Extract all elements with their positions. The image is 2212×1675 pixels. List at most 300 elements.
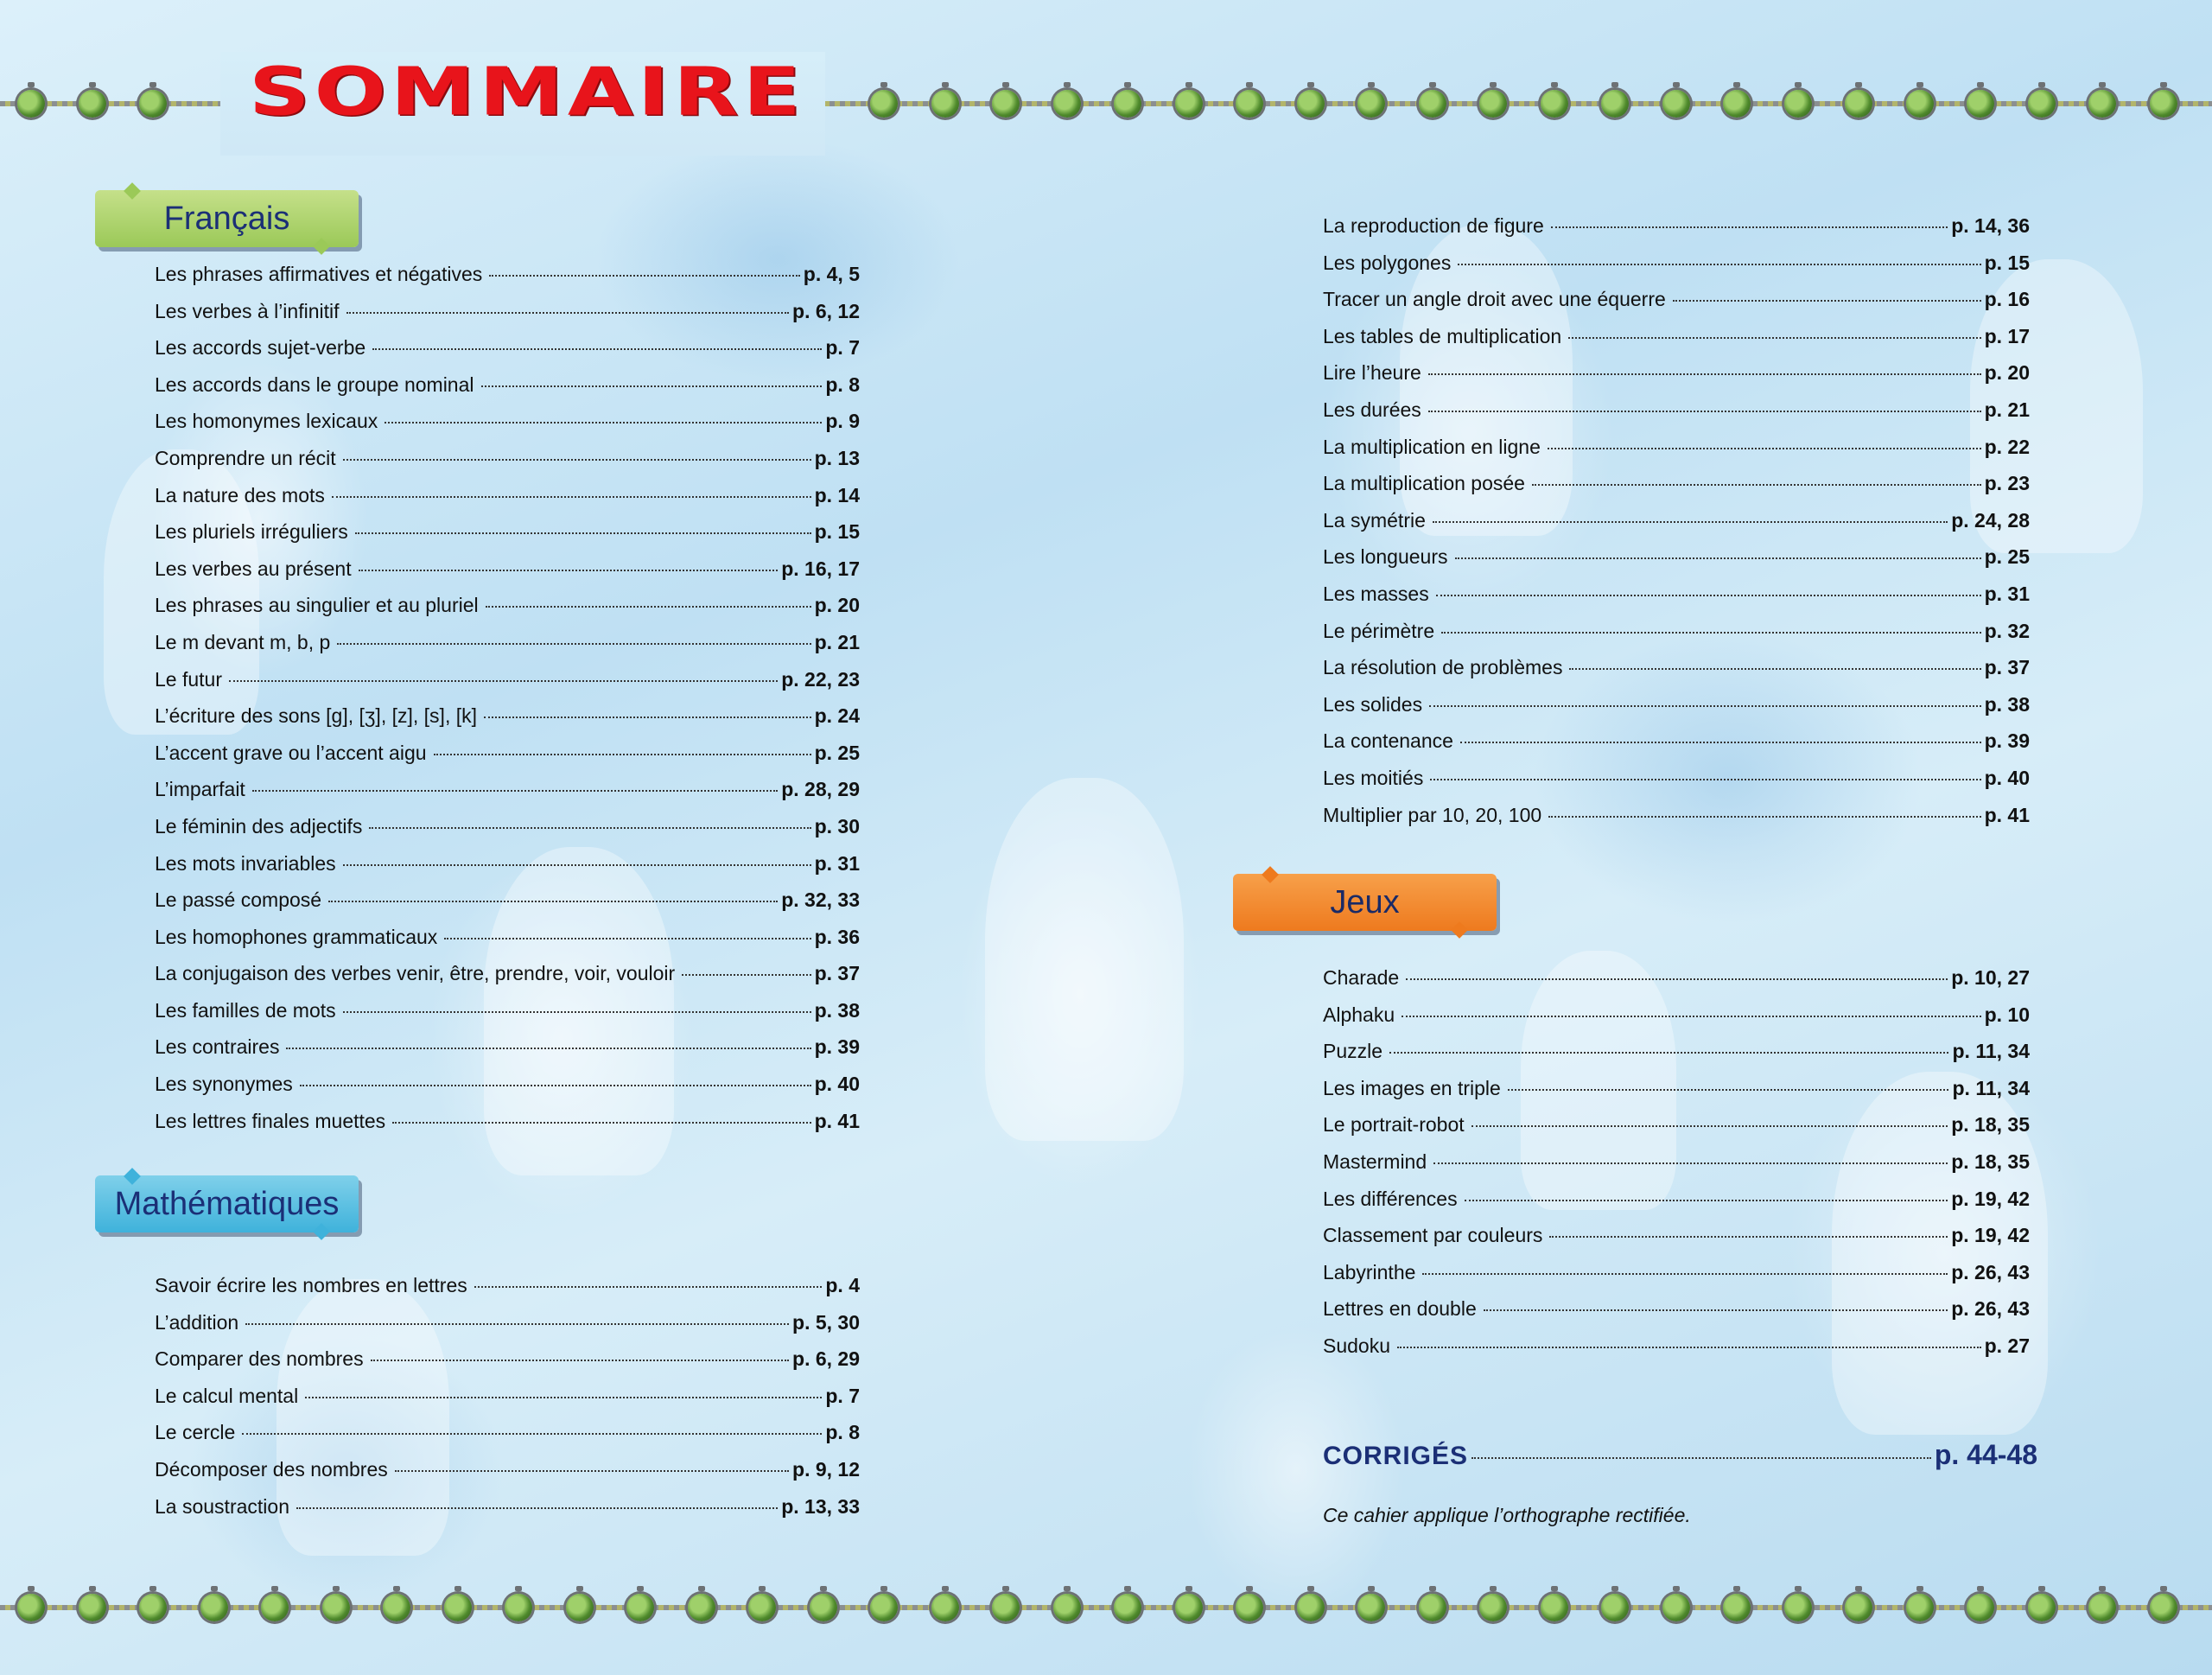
leader-dots — [1406, 978, 1948, 980]
toc-entry — [155, 668, 860, 705]
entry-page: p. 41 — [814, 1109, 860, 1132]
entry-page: p. 8 — [825, 1421, 860, 1444]
entry-label: Les différences — [1323, 1187, 1458, 1210]
entry-label: Les images en triple — [1323, 1076, 1501, 1099]
toc-entry — [155, 631, 860, 668]
leader-dots — [1549, 1236, 1948, 1238]
entry-page: p. 20 — [814, 594, 860, 617]
toc-entry — [155, 447, 860, 484]
entry-page: p. 41 — [1984, 803, 2030, 826]
entry-label: Lettres en double — [1323, 1297, 1477, 1321]
entry-label: La multiplication en ligne — [1323, 435, 1541, 458]
toc-entry — [1323, 583, 2030, 620]
stopwatch-icon — [1053, 1594, 1081, 1621]
leader-dots — [332, 496, 811, 498]
entry-label: La multiplication posée — [1323, 472, 1525, 495]
leader-dots — [1397, 1347, 1981, 1348]
entry-page: p. 27 — [1984, 1334, 2030, 1357]
leader-dots — [343, 1011, 811, 1013]
entry-label: Alphaku — [1323, 1003, 1395, 1026]
entry-label: Classement par couleurs — [1323, 1224, 1543, 1247]
leader-dots — [392, 1122, 810, 1124]
stopwatch-icon — [1297, 90, 1325, 118]
stopwatch-icon — [1601, 90, 1629, 118]
corriges-entry — [1323, 1439, 2037, 1471]
entry-page: p. 38 — [814, 998, 860, 1022]
entry-label: Lire l’heure — [1323, 361, 1421, 385]
leader-dots — [343, 459, 811, 461]
entry-label: Les lettres finales muettes — [155, 1109, 386, 1132]
stopwatch-icon — [688, 1594, 715, 1621]
stopwatch-icon — [1175, 90, 1203, 118]
entry-page: p. 21 — [1984, 398, 2030, 421]
leader-dots — [1548, 816, 1980, 818]
stopwatch-icon — [2088, 90, 2116, 118]
entry-label: La nature des mots — [155, 483, 325, 506]
entry-label: Les pluriels irréguliers — [155, 520, 348, 544]
entry-label: Les longueurs — [1323, 545, 1448, 569]
toc-entry — [1323, 804, 2030, 841]
leader-dots — [385, 422, 822, 424]
orthography-note: Ce cahier applique l’orthographe rectifiée. — [1323, 1504, 1691, 1526]
toc-entry — [155, 815, 860, 852]
toc-entry — [1323, 398, 2030, 436]
toc-entry — [155, 1495, 860, 1532]
stopwatch-icon — [1723, 90, 1751, 118]
leader-dots — [1551, 226, 1948, 228]
leader-dots — [1433, 1162, 1948, 1164]
stopwatch-icon — [1845, 90, 1872, 118]
toc-entry — [155, 594, 860, 631]
stopwatch-icon — [1479, 90, 1507, 118]
toc-entry — [1323, 1003, 2030, 1041]
entry-page: p. 28, 29 — [781, 778, 860, 801]
entry-page: p. 4 — [825, 1274, 860, 1296]
toc-entry — [1323, 1113, 2030, 1150]
toc-entry — [1323, 1150, 2030, 1188]
entry-page: p. 9, 12 — [792, 1457, 860, 1481]
jeux-entry-list — [1323, 966, 2030, 1372]
entry-label: L’accent grave ou l’accent aigu — [155, 741, 427, 764]
toc-entry — [155, 1347, 860, 1385]
toc-entry — [155, 557, 860, 595]
leader-dots — [1508, 1089, 1949, 1091]
toc-entry — [155, 263, 860, 300]
stopwatch-icon — [1541, 1594, 1568, 1621]
leader-dots — [1422, 1273, 1948, 1275]
toc-entry — [155, 1311, 860, 1348]
toc-entry — [1323, 1077, 2030, 1114]
stopwatch-icon — [1967, 90, 1994, 118]
toc-entry — [1323, 767, 2030, 804]
toc-entry — [155, 1073, 860, 1110]
entry-page: p. 18, 35 — [1951, 1113, 2030, 1137]
leader-dots — [1430, 779, 1980, 780]
stopwatch-icon — [2028, 90, 2056, 118]
entry-label: Les synonymes — [155, 1073, 293, 1096]
section-heading-jeux: Jeux — [1233, 874, 1497, 931]
entry-label: Le futur — [155, 667, 222, 691]
toc-entry — [1323, 693, 2030, 730]
entry-page: p. 16 — [1984, 288, 2030, 311]
toc-entry — [1323, 1261, 2030, 1298]
entry-page: p. 6, 12 — [792, 299, 860, 322]
leader-dots — [252, 790, 778, 792]
toc-entry — [155, 778, 860, 815]
stopwatch-icon — [1723, 1594, 1751, 1621]
entry-page: p. 9 — [825, 410, 860, 433]
stopwatch-icon — [505, 1594, 532, 1621]
section-heading-mathematiques: Mathématiques — [95, 1175, 359, 1232]
entry-page: p. 24 — [814, 704, 860, 728]
leader-dots — [337, 643, 810, 645]
leader-dots — [300, 1085, 811, 1086]
stopwatch-icon — [1114, 1594, 1141, 1621]
stopwatch-icon — [2150, 90, 2177, 118]
entry-page: p. 38 — [1984, 692, 2030, 716]
leader-dots — [481, 385, 823, 387]
toc-entry — [1323, 1040, 2030, 1077]
leader-dots — [489, 275, 800, 277]
toc-entry — [155, 373, 860, 411]
toc-entry — [1323, 966, 2030, 1003]
corriges-page: p. 44-48 — [1934, 1439, 2037, 1470]
entry-label: Tracer un angle droit avec une équerre — [1323, 288, 1666, 311]
leader-dots — [1569, 668, 1980, 670]
entry-page: p. 40 — [1984, 766, 2030, 789]
entry-label: Les accords sujet-verbe — [155, 336, 366, 360]
toc-entry — [1323, 214, 2030, 252]
toc-entry — [155, 704, 860, 742]
toc-entry — [155, 520, 860, 557]
entry-label: Les solides — [1323, 692, 1423, 716]
stopwatch-icon — [870, 90, 898, 118]
entry-page: p. 32 — [1984, 619, 2030, 642]
stopwatch-icon — [810, 1594, 837, 1621]
toc-entry — [155, 1458, 860, 1495]
entry-page: p. 15 — [1984, 251, 2030, 274]
entry-label: Les phrases affirmatives et négatives — [155, 263, 483, 285]
toc-entry — [155, 1385, 860, 1422]
entry-label: Les phrases au singulier et au pluriel — [155, 594, 479, 617]
entry-page: p. 36 — [814, 925, 860, 948]
entry-label: Les verbes à l’infinitif — [155, 299, 340, 322]
stopwatch-icon — [322, 1594, 350, 1621]
leader-dots — [1389, 1052, 1948, 1054]
entry-page: p. 39 — [814, 1035, 860, 1059]
leader-dots — [1548, 448, 1981, 449]
leader-dots — [1471, 1125, 1948, 1127]
entry-label: La soustraction — [155, 1494, 289, 1518]
entry-page: p. 23 — [1984, 472, 2030, 495]
leader-dots — [1673, 300, 1981, 302]
entry-page: p. 11, 34 — [1952, 1040, 2030, 1063]
entry-label: Les mots invariables — [155, 851, 336, 875]
leader-dots — [1455, 557, 1981, 559]
stopwatch-icon — [1419, 90, 1446, 118]
stopwatch-icon — [748, 1594, 776, 1621]
entry-label: Les moitiés — [1323, 766, 1424, 789]
leader-dots — [444, 938, 810, 939]
leader-dots — [486, 606, 811, 608]
entry-page: p. 39 — [1984, 729, 2030, 753]
entry-label: La résolution de problèmes — [1323, 656, 1563, 679]
entry-page: p. 25 — [1984, 545, 2030, 569]
entry-page: p. 11, 34 — [1952, 1076, 2030, 1099]
entry-label: Puzzle — [1323, 1040, 1383, 1063]
stopwatch-icon — [79, 90, 106, 118]
entry-label: Les familles de mots — [155, 998, 336, 1022]
toc-entry — [155, 1421, 860, 1458]
leader-dots — [1465, 1200, 1948, 1201]
entry-label: Sudoku — [1323, 1334, 1391, 1357]
entry-label: Le périmètre — [1323, 619, 1435, 642]
toc-entry — [1323, 252, 2030, 289]
entry-page: p. 13, 33 — [781, 1494, 860, 1518]
toc-entry — [1323, 288, 2030, 325]
entry-page: p. 7 — [825, 336, 860, 360]
stopwatch-icon — [1967, 1594, 1994, 1621]
entry-label: Comprendre un récit — [155, 446, 336, 469]
entry-page: p. 16, 17 — [781, 557, 860, 580]
leader-dots — [1436, 595, 1981, 596]
stopwatch-icon — [566, 1594, 594, 1621]
leader-dots — [1429, 705, 1981, 707]
stopwatch-icon — [139, 90, 167, 118]
entry-label: L’addition — [155, 1310, 239, 1334]
leader-dots — [1460, 742, 1981, 743]
entry-label: Les polygones — [1323, 251, 1452, 274]
stopwatch-icon — [931, 90, 959, 118]
leader-dots — [1428, 373, 1981, 375]
entry-page: p. 40 — [814, 1073, 860, 1096]
bottom-stopwatch-border — [0, 1590, 2212, 1625]
stopwatch-icon — [1784, 1594, 1812, 1621]
toc-entry — [1323, 509, 2030, 546]
entry-page: p. 19, 42 — [1951, 1187, 2030, 1210]
stopwatch-icon — [1479, 1594, 1507, 1621]
stopwatch-icon — [1357, 90, 1385, 118]
entry-page: p. 21 — [814, 630, 860, 653]
leader-dots — [1568, 337, 1980, 339]
mathematiques-entry-list-continued — [1323, 214, 2030, 840]
leader-dots — [372, 348, 822, 350]
leader-dots — [1433, 521, 1948, 523]
stopwatch-icon — [1906, 1594, 1934, 1621]
stopwatch-icon — [2150, 1594, 2177, 1621]
entry-label: La contenance — [1323, 729, 1453, 753]
leader-dots — [1471, 1457, 1931, 1459]
entry-page: p. 24, 28 — [1951, 508, 2030, 532]
leader-dots — [1532, 484, 1981, 486]
leader-dots — [1458, 264, 1980, 265]
entry-label: Charade — [1323, 966, 1400, 989]
stopwatch-icon — [992, 1594, 1020, 1621]
entry-page: p. 31 — [814, 851, 860, 875]
entry-label: Multiplier par 10, 20, 100 — [1323, 803, 1542, 826]
stopwatch-icon — [1053, 90, 1081, 118]
entry-page: p. 17 — [1984, 324, 2030, 347]
leader-dots — [328, 901, 778, 902]
entry-label: Les homophones grammaticaux — [155, 925, 438, 948]
entry-label: Mastermind — [1323, 1150, 1427, 1173]
toc-entry — [155, 888, 860, 926]
entry-page: p. 7 — [825, 1384, 860, 1407]
entry-label: Le cercle — [155, 1421, 236, 1444]
leader-dots — [369, 827, 810, 829]
toc-entry — [1323, 1334, 2030, 1372]
toc-entry — [1323, 361, 2030, 398]
stopwatch-icon — [1419, 1594, 1446, 1621]
entry-page: p. 37 — [814, 962, 860, 985]
toc-entry — [155, 962, 860, 999]
stopwatch-icon — [1297, 1594, 1325, 1621]
stopwatch-icon — [17, 1594, 45, 1621]
leader-dots — [1484, 1309, 1948, 1311]
leader-dots — [245, 1323, 789, 1325]
toc-entry — [1323, 1188, 2030, 1225]
entry-label: Les verbes au présent — [155, 557, 352, 580]
toc-entry — [155, 926, 860, 963]
entry-page: p. 15 — [814, 520, 860, 544]
stopwatch-icon — [17, 90, 45, 118]
stopwatch-icon — [2028, 1594, 2056, 1621]
leader-dots — [1441, 632, 1980, 634]
toc-entry — [1323, 325, 2030, 362]
entry-page: p. 22, 23 — [781, 667, 860, 691]
entry-page: p. 32, 33 — [781, 888, 860, 912]
entry-label: Les tables de multiplication — [1323, 324, 1562, 347]
leader-dots — [434, 754, 811, 755]
stopwatch-icon — [1662, 90, 1690, 118]
toc-entry — [155, 300, 860, 337]
leader-dots — [371, 1360, 789, 1361]
toc-entry — [1323, 1224, 2030, 1261]
toc-entry — [1323, 1297, 2030, 1334]
entry-page: p. 10 — [1984, 1003, 2030, 1026]
leader-dots — [343, 864, 811, 866]
stopwatch-icon — [992, 90, 1020, 118]
entry-page: p. 37 — [1984, 656, 2030, 679]
entry-page: p. 25 — [814, 741, 860, 764]
entry-label: Les masses — [1323, 582, 1429, 605]
entry-page: p. 4, 5 — [803, 263, 860, 285]
stopwatch-icon — [1236, 1594, 1263, 1621]
stopwatch-icon — [383, 1594, 410, 1621]
toc-entry — [1323, 436, 2030, 473]
toc-entry — [1323, 472, 2030, 509]
leader-dots — [346, 312, 790, 314]
entry-label: Les accords dans le groupe nominal — [155, 373, 474, 396]
entry-page: p. 13 — [814, 446, 860, 469]
stopwatch-icon — [261, 1594, 289, 1621]
stopwatch-icon — [1175, 1594, 1203, 1621]
leader-dots — [355, 532, 811, 534]
toc-entry — [1323, 545, 2030, 583]
entry-label: Les durées — [1323, 398, 1421, 421]
stopwatch-icon — [139, 1594, 167, 1621]
stopwatch-icon — [1114, 90, 1141, 118]
entry-label: Décomposer des nombres — [155, 1457, 388, 1481]
leader-dots — [242, 1433, 822, 1435]
entry-page: p. 19, 42 — [1951, 1224, 2030, 1247]
stopwatch-icon — [1236, 90, 1263, 118]
leader-dots — [286, 1048, 810, 1049]
entry-page: p. 8 — [825, 373, 860, 396]
entry-page: p. 6, 29 — [792, 1347, 860, 1371]
leader-dots — [305, 1397, 822, 1398]
toc-entry — [1323, 620, 2030, 657]
toc-entry — [155, 1274, 860, 1311]
toc-entry — [155, 336, 860, 373]
entry-label: L’écriture des sons [g], [ʒ], [z], [s], [k] — [155, 704, 478, 728]
stopwatch-icon — [1541, 90, 1568, 118]
entry-label: La conjugaison des verbes venir, être, prendre, voir, vouloir — [155, 962, 676, 985]
leader-dots — [1428, 411, 1981, 412]
entry-page: p. 26, 43 — [1951, 1297, 2030, 1321]
stopwatch-icon — [79, 1594, 106, 1621]
leader-dots — [395, 1470, 789, 1472]
leader-dots — [682, 974, 810, 976]
entry-label: Le féminin des adjectifs — [155, 814, 363, 838]
entry-label: Le m devant m, b, p — [155, 630, 331, 653]
entry-label: Comparer des nombres — [155, 1347, 364, 1371]
entry-label: Le calcul mental — [155, 1384, 299, 1407]
entry-label: L’imparfait — [155, 778, 245, 801]
leader-dots — [1402, 1016, 1980, 1017]
toc-entry — [155, 1035, 860, 1073]
leader-dots — [296, 1507, 778, 1509]
leader-dots — [474, 1286, 823, 1288]
corriges-label: CORRIGÉS — [1323, 1442, 1469, 1470]
mathematiques-entry-list — [155, 1274, 860, 1532]
entry-page: p. 30 — [814, 814, 860, 838]
stopwatch-icon — [1357, 1594, 1385, 1621]
stopwatch-icon — [1906, 90, 1934, 118]
entry-label: Les homonymes lexicaux — [155, 410, 378, 433]
entry-page: p. 18, 35 — [1951, 1150, 2030, 1173]
toc-entry — [1323, 729, 2030, 767]
stopwatch-icon — [931, 1594, 959, 1621]
stopwatch-icon — [1845, 1594, 1872, 1621]
entry-page: p. 14 — [814, 483, 860, 506]
entry-page: p. 22 — [1984, 435, 2030, 458]
toc-entry — [155, 742, 860, 779]
toc-entry — [155, 999, 860, 1036]
entry-page: p. 14, 36 — [1951, 214, 2030, 237]
entry-page: p. 5, 30 — [792, 1310, 860, 1334]
stopwatch-icon — [1784, 90, 1812, 118]
stopwatch-icon — [626, 1594, 654, 1621]
leader-dots — [359, 570, 779, 571]
leader-dots — [229, 680, 778, 682]
stopwatch-icon — [2088, 1594, 2116, 1621]
entry-page: p. 20 — [1984, 361, 2030, 385]
stopwatch-icon — [1662, 1594, 1690, 1621]
leader-dots — [484, 716, 811, 718]
entry-label: Le passé composé — [155, 888, 322, 912]
entry-label: Le portrait-robot — [1323, 1113, 1465, 1137]
entry-label: La reproduction de figure — [1323, 214, 1544, 237]
stopwatch-icon — [870, 1594, 898, 1621]
toc-entry — [155, 852, 860, 889]
stopwatch-icon — [1601, 1594, 1629, 1621]
section-heading-francais: Français — [95, 190, 359, 247]
toc-entry — [155, 410, 860, 447]
entry-label: Les contraires — [155, 1035, 280, 1059]
entry-page: p. 31 — [1984, 582, 2030, 605]
toc-entry — [155, 484, 860, 521]
